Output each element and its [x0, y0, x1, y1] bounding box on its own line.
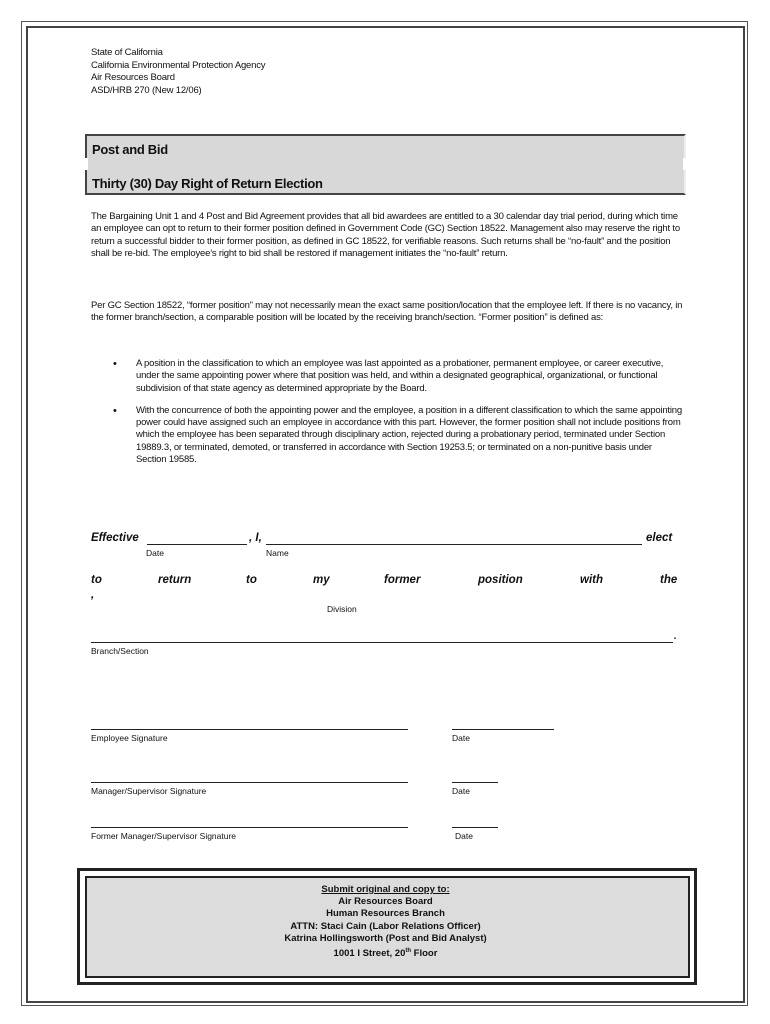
date-caption: Date: [146, 548, 164, 558]
address-floor: Floor: [411, 948, 438, 960]
form-title: Post and Bid: [92, 142, 168, 157]
comma-mark: ,: [91, 589, 95, 601]
title-box-notch: [85, 158, 88, 170]
form-subtitle: Thirty (30) Day Right of Return Election: [92, 176, 323, 191]
division-caption: Division: [327, 604, 357, 614]
agency-header: [91, 47, 265, 97]
submit-instructions: [85, 884, 686, 960]
submit-line: Katrina Hollingsworth (Post and Bid Analyst): [284, 932, 487, 944]
manager-signature-field[interactable]: [91, 782, 408, 783]
branch-section-field[interactable]: [91, 642, 673, 643]
election-word: return: [158, 574, 192, 586]
manager-signature-caption: Manager/Supervisor Signature: [91, 786, 207, 796]
branch-section-caption: Branch/Section: [91, 646, 149, 656]
title-box: [85, 134, 686, 195]
former-manager-signature-caption: Former Manager/Supervisor Signature: [91, 831, 237, 841]
ordinal-suffix: th: [405, 948, 412, 955]
i-label: , I,: [249, 532, 262, 544]
date-caption: Date: [455, 831, 473, 841]
submit-line: Human Resources Branch: [326, 908, 445, 920]
title-box-notch: [683, 158, 686, 170]
agency-line: Air Resources Board: [91, 72, 175, 83]
manager-date-field[interactable]: [452, 782, 498, 783]
date-caption: Date: [452, 786, 470, 796]
period-mark: .: [674, 631, 677, 642]
election-word: my: [313, 574, 330, 586]
submit-heading: Submit original and copy to:: [321, 884, 450, 895]
election-word: position: [478, 574, 523, 586]
effective-label: Effective: [91, 532, 139, 544]
form-number: ASD/HRB 270 (New 12/06): [91, 84, 202, 96]
election-word: to: [246, 574, 257, 586]
election-word: former: [384, 574, 421, 586]
submit-line: Air Resources Board: [338, 896, 433, 908]
definition-list: [91, 358, 683, 466]
elect-label: elect: [646, 532, 673, 544]
employee-signature-field[interactable]: [91, 729, 408, 730]
agency-line: State of California: [91, 47, 163, 58]
election-word: the: [660, 574, 678, 586]
list-item: • With the concurrence of both the appointing power and the employee, a position in a different classification to which the same appointing power could have assigned such an employee in accordance with this part. However, the former position shall not include positions from which the employee has been separated through disciplinary action, rejected during a probationary period, terminated under Section 19889.3, or terminated, demoted, or transferred in accordance with Section 19253.5; or terminated on a non-punitive basis under Section 19585.: [91, 405, 683, 466]
election-word: with: [580, 574, 603, 586]
submit-address: [85, 945, 686, 960]
employee-name-field[interactable]: [266, 544, 642, 545]
former-manager-signature-field[interactable]: [91, 827, 408, 828]
employee-signature-caption: Employee Signature: [91, 733, 168, 743]
submit-line: ATTN: Staci Cain (Labor Relations Officer): [290, 920, 481, 932]
division-field[interactable]: [100, 601, 670, 602]
employee-date-field[interactable]: [452, 729, 554, 730]
paragraph-agreement: The Bargaining Unit 1 and 4 Post and Bid Agreement provides that all bid awardees are entitled to a 30 calendar day trial period, during which time an employee can opt to return to their former position defined in Government Code (GC) Section 18522. Management also may reserve the right to return a successful bidder to their former position, as defined in GC 18522, for verifiable reasons. Such returns shall be “no-fault” and the position shall be re-bid. The employee’s right to bid shall be restored if management initiates the “no-fault” return.: [91, 211, 680, 259]
name-caption: Name: [266, 548, 289, 558]
election-word: to: [91, 574, 102, 586]
agency-line: California Environmental Protection Agency: [91, 59, 266, 71]
date-caption: Date: [452, 733, 470, 743]
effective-date-field[interactable]: [147, 544, 247, 545]
list-item: • A position in the classification to which an employee was last appointed as a probationer, permanent employee, or career executive, under the same appointing power where that position was held, and within a designated geographical, organizational, or functional subdivision of that state agency as determined appropriate by the Board.: [91, 358, 683, 395]
former-manager-date-field[interactable]: [452, 827, 498, 828]
paragraph-former-position: Per GC Section 18522, “former position” may not necessarily mean the exact same position/location that the employee left. If there is no vacancy, in the former branch/section, a comparable position will be located by the receiving branch/section. “Former position” is defined as:: [91, 300, 683, 324]
address-text: 1001 I Street, 20: [333, 948, 406, 960]
